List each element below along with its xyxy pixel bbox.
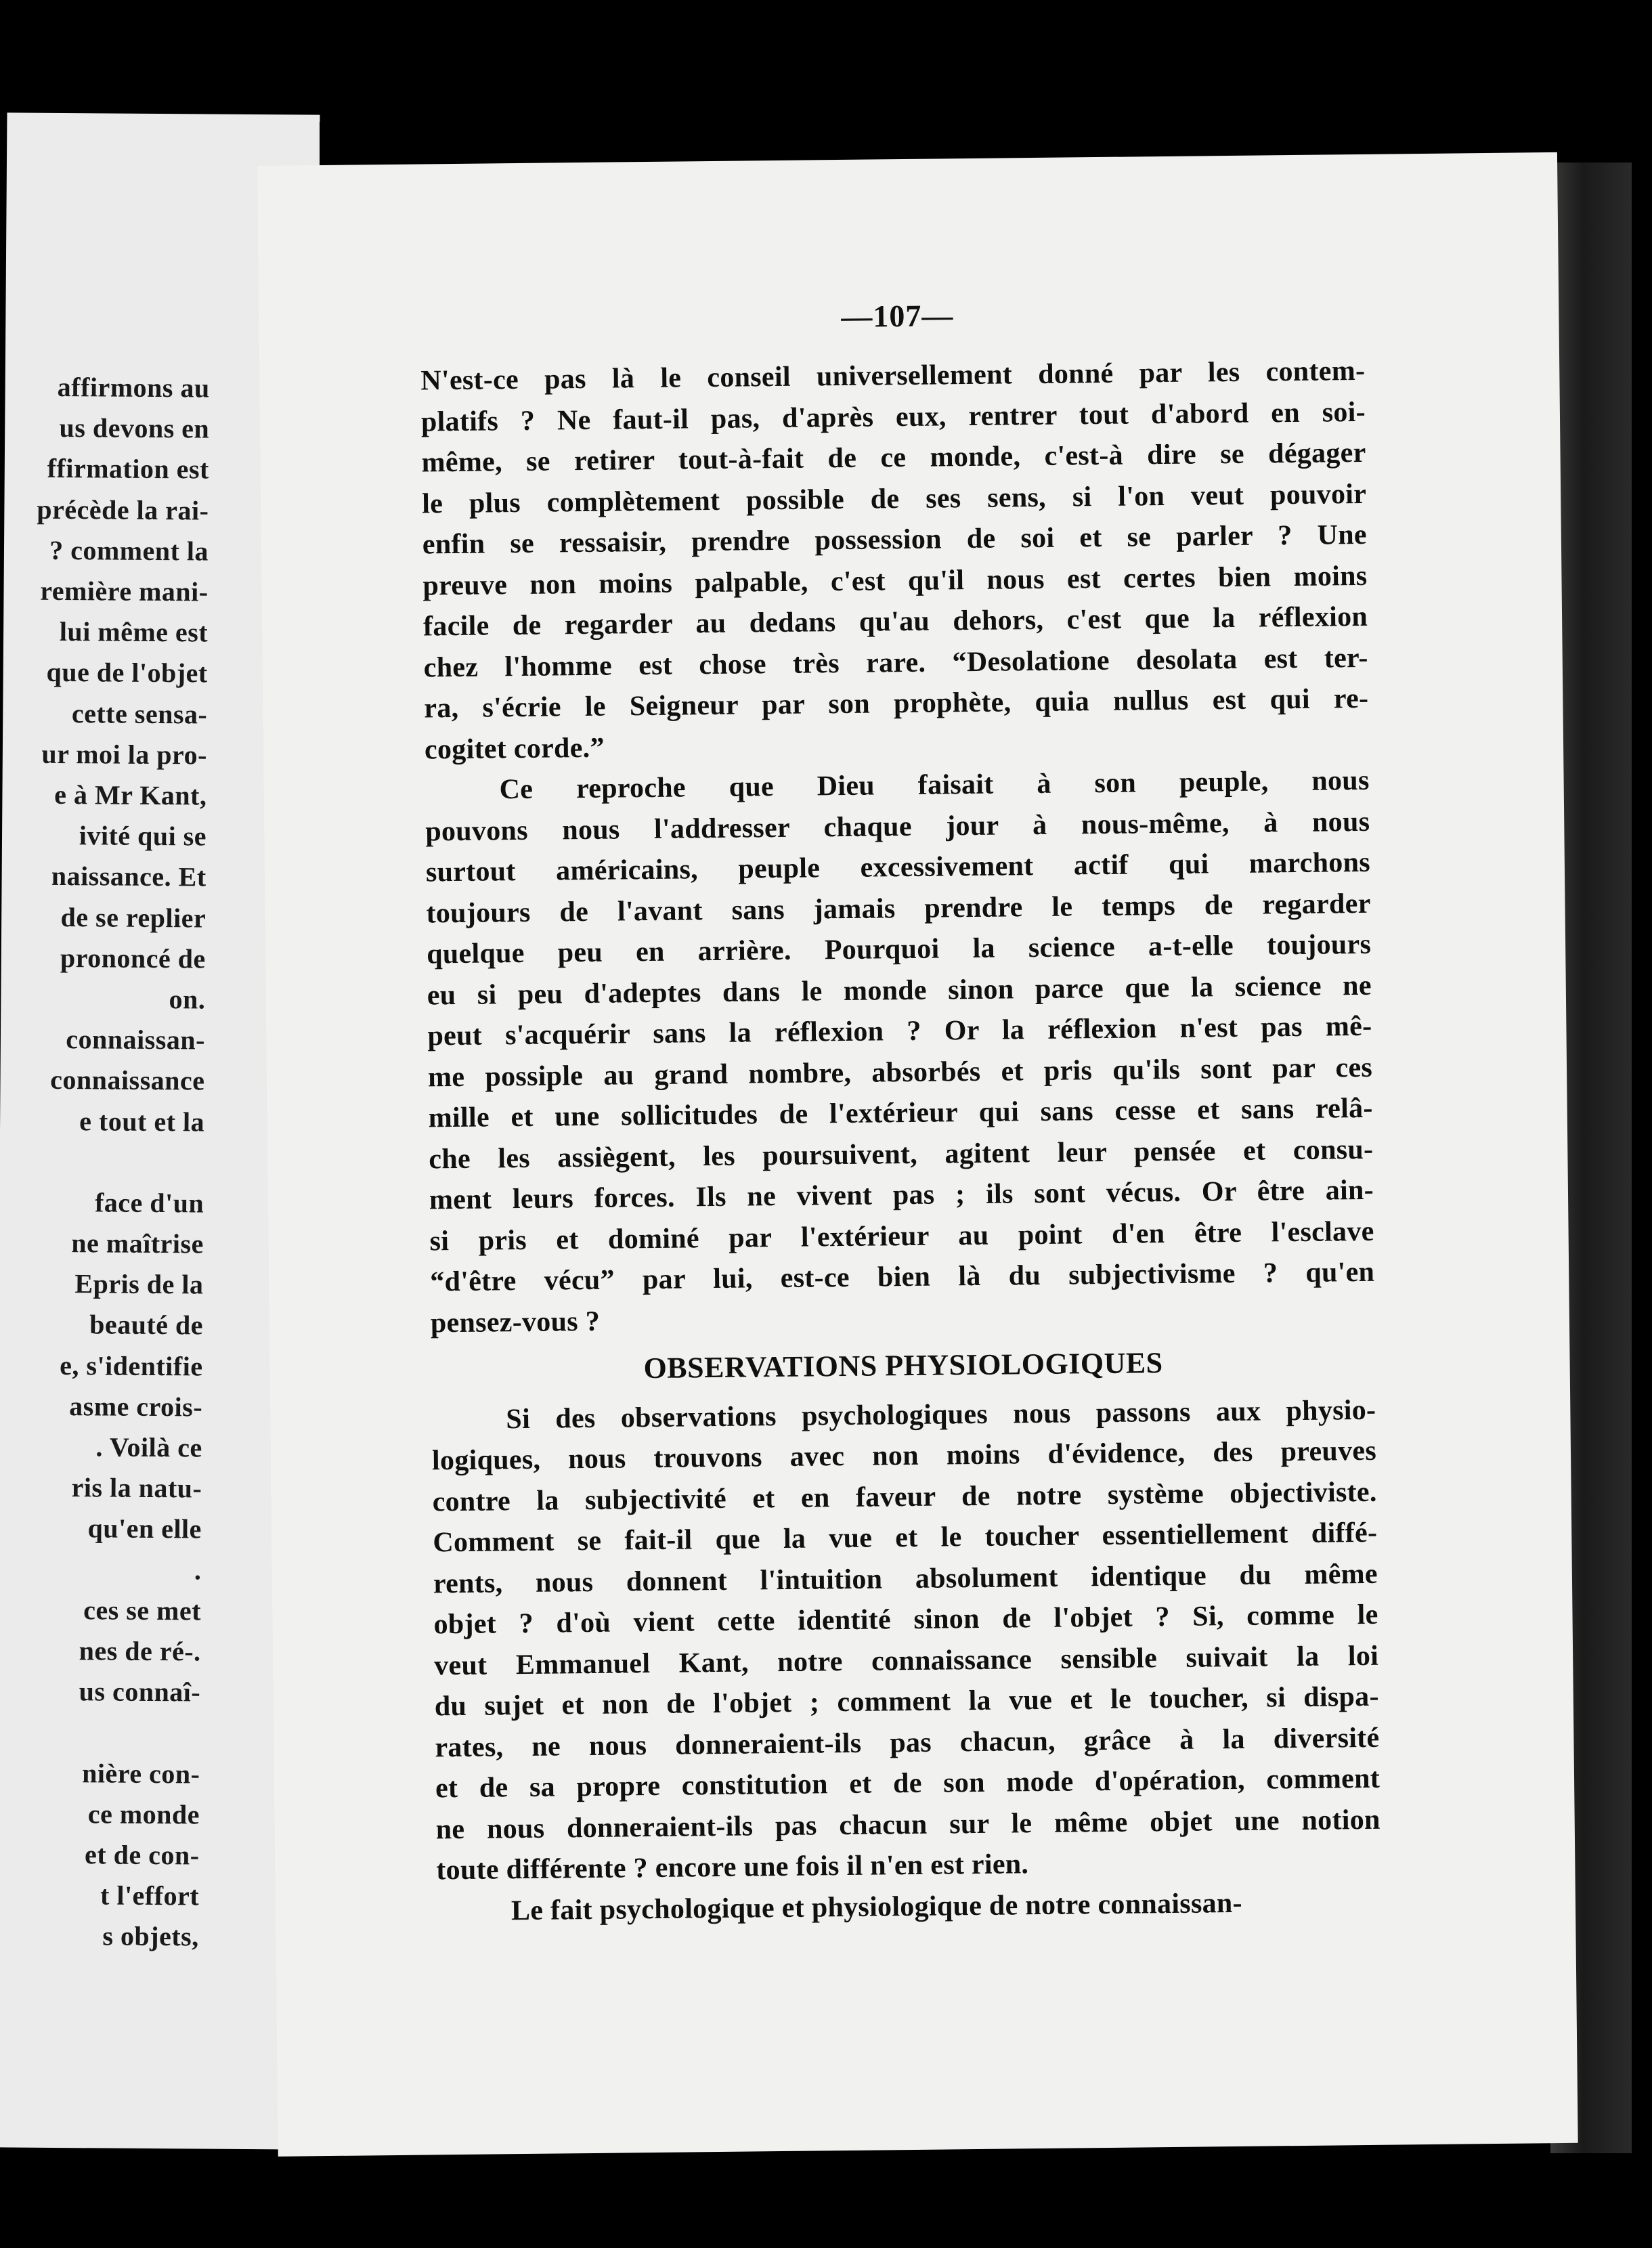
left-page-line: connaissan- xyxy=(66,1024,206,1056)
left-page-line: ivité qui se xyxy=(79,820,207,852)
text-line: ment leurs forces. Ils ne vivent pas ; ils sont vécus. Or être ain- xyxy=(429,1174,1374,1216)
left-page-line: ffirmation est xyxy=(47,453,209,485)
left-page-text xyxy=(0,366,210,1958)
left-page-line: . Voilà ce xyxy=(95,1431,202,1463)
text-line: platifs ? Ne faut-il pas, d'après eux, rentrer tout d'abord en soi- xyxy=(420,396,1366,437)
page-number: —107— xyxy=(841,298,954,334)
text-line: mille et une sollicitudes de l'extérieur qui sans cesse et sans relâ- xyxy=(428,1092,1373,1134)
text-line: Le fait psychologique et physiologique de notre connaissan- xyxy=(510,1887,1243,1926)
text-line: rates, ne nous donneraient-ils pas chacun, grâce à la diversité xyxy=(435,1722,1380,1763)
left-page-line: affirmons au xyxy=(57,371,210,404)
left-page-line: ce monde xyxy=(87,1798,200,1830)
text-line: Si des observations psychologiques nous passons aux physio- xyxy=(506,1394,1376,1435)
text-line: objet ? d'où vient cette identité sinon de l'objet ? Si, comme le xyxy=(433,1599,1378,1641)
left-page-line: ris la natu- xyxy=(71,1472,202,1504)
text-line: rents, nous donnent l'intuition absolument identique du même xyxy=(433,1558,1378,1599)
text-line: contre la subjectivité et en faveur de notre système objectiviste. xyxy=(432,1476,1377,1517)
text-line: facile de regarder au dedans qu'au dehors, c'est que la réflexion xyxy=(422,601,1368,643)
left-page-line: et de con- xyxy=(84,1839,200,1871)
text-line: toujours de l'avant sans jamais prendre le temps de regarder xyxy=(426,888,1371,929)
text-line: le plus complètement possible de ses sens, si l'on veut pouvoir xyxy=(421,478,1367,519)
left-page-line xyxy=(0,1712,200,1754)
text-line: Ce reproche que Dieu faisait à son peuple, nous xyxy=(499,764,1370,806)
left-page-line: e à Mr Kant, xyxy=(54,779,207,811)
text-line: che les assiègent, les poursuivent, agitent leur pensée et consu- xyxy=(429,1133,1374,1175)
text-line: logiques, nous trouvons avec non moins d'évidence, des preuves xyxy=(431,1435,1377,1477)
right-page xyxy=(257,152,1578,2157)
text-line: si pris et dominé par l'extérieur au point d'en être l'esclave xyxy=(429,1215,1374,1257)
section-heading: OBSERVATIONS PHYSIOLOGIQUES xyxy=(643,1346,1163,1385)
text-line: et de sa propre constitution et de son mode d'opération, comment xyxy=(435,1763,1381,1804)
left-page-line: cette sensa- xyxy=(71,697,208,730)
left-page-line: t l'effort xyxy=(100,1880,200,1911)
left-page-line: s objets, xyxy=(102,1920,199,1952)
left-page-line: nière con- xyxy=(82,1757,200,1789)
text-line: chez l'homme est chose très rare. “Desolatione desolata est ter- xyxy=(423,642,1368,683)
left-page-line: remière mani- xyxy=(40,575,209,607)
left-page-line: us connaî- xyxy=(79,1676,201,1708)
text-line: toute différente ? encore une fois il n'en est rien. xyxy=(436,1849,1029,1886)
text-line: veut Emmanuel Kant, notre connaissance sensible suivait la loi xyxy=(433,1640,1379,1681)
text-line: pensez-vous ? xyxy=(430,1305,601,1339)
left-page-line: ces se met xyxy=(83,1595,202,1626)
left-page-line: que de l'objet xyxy=(46,657,208,689)
left-page-line: naissance. Et xyxy=(51,861,206,892)
left-page-line: e tout et la xyxy=(79,1105,205,1138)
left-page-line: prononcé de xyxy=(60,942,206,974)
left-page-line: lui même est xyxy=(59,616,209,648)
left-page-line: de se replier xyxy=(60,901,206,934)
text-line: cogitet corde.” xyxy=(424,732,605,765)
left-page-line: nes de ré-. xyxy=(79,1635,201,1667)
left-page-line: connaissance xyxy=(50,1064,205,1096)
paragraph-2 xyxy=(425,760,1375,1344)
left-page-line: on. xyxy=(169,984,206,1015)
left-page-line: . xyxy=(194,1555,202,1586)
text-line: Comment se fait-il que la vue et le toucher essentiellement diffé- xyxy=(433,1517,1378,1559)
left-page-line: beauté de xyxy=(89,1309,204,1341)
left-page-line: ? comment la xyxy=(49,534,209,567)
left-page-line: ur moi la pro- xyxy=(41,738,208,771)
text-line: peut s'acquérir sans la réflexion ? Or la réflexion n'est pas mê- xyxy=(427,1010,1372,1052)
left-page-line: e, s'identifie xyxy=(60,1349,203,1382)
text-line: enfin se ressaisir, prendre possession de soi et se parler ? Une xyxy=(422,519,1368,561)
left-page-line: précède la rai- xyxy=(37,494,209,526)
paragraph-3 xyxy=(431,1389,1381,1891)
left-page-line: us devons en xyxy=(59,412,210,444)
text-line: preuve non moins palpable, c'est qu'il nous est certes bien moins xyxy=(422,560,1368,601)
text-line: me possiple au grand nombre, absorbés et pris qu'ils sont par ces xyxy=(427,1052,1373,1093)
left-page-line: Epris de la xyxy=(74,1268,204,1300)
text-line: surtout américains, peuple excessivement actif qui marchons xyxy=(425,846,1371,888)
left-page-line: face d'un xyxy=(94,1187,204,1219)
text-line: même, se retirer tout-à-fait de ce monde, c'est-à dire se dégager xyxy=(421,437,1366,479)
text-line: pouvons nous l'addresser chaque jour à nous-même, à nous xyxy=(425,806,1370,847)
text-line: eu si peu d'adeptes dans le monde sinon parce que la science ne xyxy=(427,970,1372,1011)
left-page-line: qu'en elle xyxy=(87,1513,202,1544)
left-page-line xyxy=(0,1141,204,1183)
text-line: N'est-ce pas là le conseil universellement donné par les contem- xyxy=(420,355,1366,397)
text-line: quelque peu en arrière. Pourquoi la science a-t-elle toujours xyxy=(426,928,1372,970)
text-line: du sujet et non de l'objet ; comment la vue et le toucher, si dispa- xyxy=(434,1681,1380,1723)
paragraph-1 xyxy=(420,351,1369,771)
page-body xyxy=(420,351,1381,1932)
text-line: ne nous donneraient-ils pas chacun sur le même objet une notion xyxy=(435,1804,1381,1845)
text-line: “d'être vécu” par lui, est-ce bien là du subjectivisme ? qu'en xyxy=(430,1256,1375,1298)
left-page-line: ne maîtrise xyxy=(71,1228,204,1259)
left-page-line: asme crois- xyxy=(69,1390,203,1423)
text-line: ra, s'écrie le Seigneur par son prophète, quia nullus est qui re- xyxy=(424,683,1369,725)
